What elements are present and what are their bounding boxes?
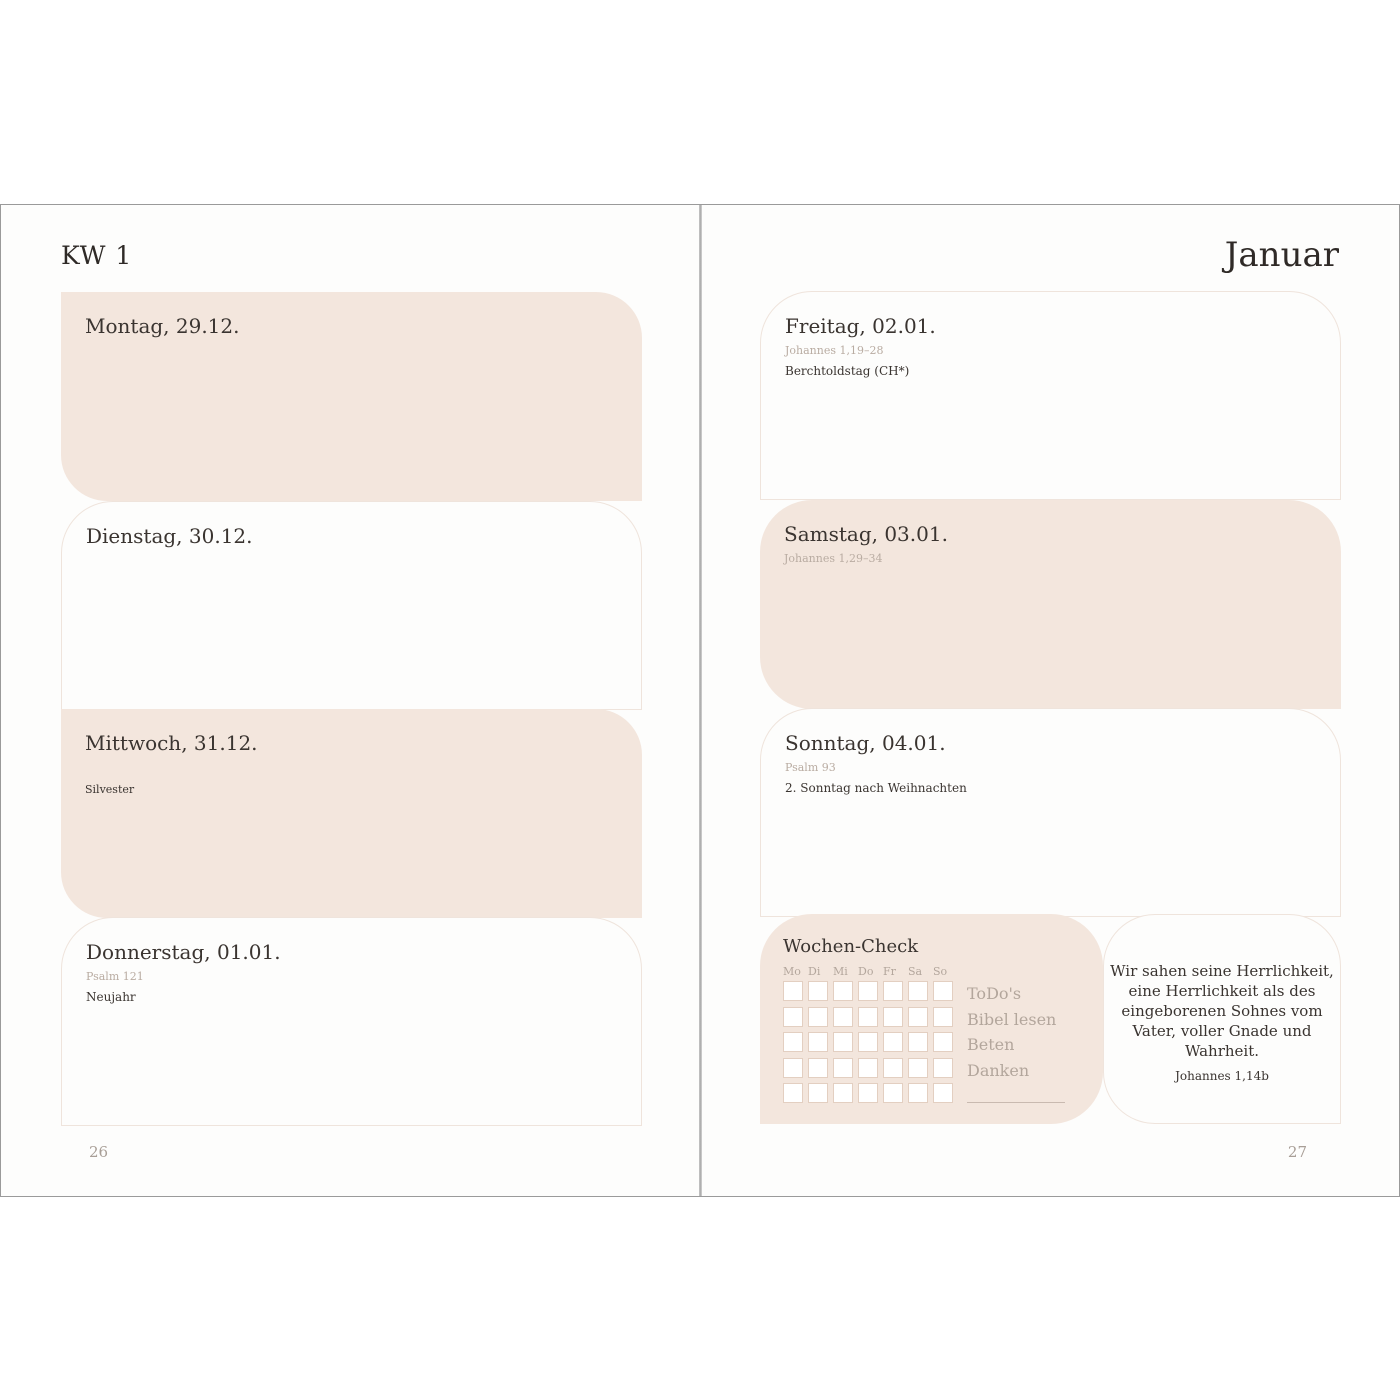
- weekly-check-panel: [760, 914, 1103, 1124]
- day-label: Mittwoch, 31.12.: [85, 731, 258, 755]
- habit-checkbox[interactable]: [833, 1007, 853, 1027]
- habit-checkbox[interactable]: [883, 1032, 903, 1052]
- habit-checkbox[interactable]: [808, 1058, 828, 1078]
- weekday-label: Do: [858, 965, 874, 978]
- custom-habit-line[interactable]: [967, 1102, 1065, 1103]
- holiday-note: Berchtoldstag (CH*): [785, 364, 910, 378]
- day-box-sunday[interactable]: [760, 708, 1341, 917]
- habit-checkbox[interactable]: [783, 1058, 803, 1078]
- weekday-header: [783, 965, 958, 978]
- habit-checkbox[interactable]: [858, 1058, 878, 1078]
- weekday-label: Sa: [908, 965, 923, 978]
- habit-checkbox[interactable]: [908, 1007, 928, 1027]
- habit-checkbox[interactable]: [808, 981, 828, 1001]
- habit-checkbox[interactable]: [908, 1058, 928, 1078]
- weekday-label: Fr: [883, 965, 896, 978]
- habit-checkbox[interactable]: [883, 981, 903, 1001]
- weekday-label: Mo: [783, 965, 801, 978]
- habit-checkbox[interactable]: [783, 981, 803, 1001]
- habit-checkbox[interactable]: [858, 1032, 878, 1052]
- habit-label: Bibel lesen: [967, 1009, 1057, 1029]
- habit-checkbox[interactable]: [858, 1007, 878, 1027]
- day-label: Dienstag, 30.12.: [86, 524, 253, 548]
- habit-checkbox[interactable]: [833, 1058, 853, 1078]
- habit-checkbox[interactable]: [883, 1058, 903, 1078]
- verse-panel: [1103, 914, 1341, 1124]
- habit-checkbox[interactable]: [783, 1083, 803, 1103]
- checkbox-row: [783, 1032, 958, 1058]
- verse-reference: Johannes 1,14b: [1175, 1069, 1269, 1083]
- checkbox-row: [783, 1058, 958, 1084]
- month-title: Januar: [1224, 235, 1339, 275]
- checkbox-row: [783, 981, 958, 1007]
- day-box-saturday[interactable]: [760, 500, 1341, 709]
- holiday-note: Silvester: [85, 783, 135, 796]
- habit-checkbox[interactable]: [833, 1083, 853, 1103]
- scripture-ref: Psalm 121: [86, 970, 144, 983]
- day-box-friday[interactable]: [760, 291, 1341, 500]
- habit-label: ToDo's: [967, 984, 1022, 1003]
- page-number: 27: [1287, 1143, 1307, 1161]
- habit-checkbox[interactable]: [908, 981, 928, 1001]
- day-label: Sonntag, 04.01.: [785, 731, 946, 755]
- habit-checkbox[interactable]: [933, 1083, 953, 1103]
- habit-checkbox[interactable]: [783, 1032, 803, 1052]
- habit-checkbox[interactable]: [908, 1032, 928, 1052]
- habit-checkbox[interactable]: [933, 1007, 953, 1027]
- scripture-ref: Psalm 93: [785, 761, 836, 774]
- habit-checkbox[interactable]: [908, 1083, 928, 1103]
- weekday-label: Mi: [833, 965, 848, 978]
- checkbox-row: [783, 1083, 958, 1109]
- day-label: Freitag, 02.01.: [785, 314, 936, 338]
- weekday-label: Di: [808, 965, 821, 978]
- habit-label: Danken: [967, 1060, 1030, 1080]
- week-label: KW 1: [61, 241, 133, 270]
- habit-checkbox[interactable]: [808, 1083, 828, 1103]
- habit-checkbox[interactable]: [933, 1058, 953, 1078]
- habit-checkbox[interactable]: [933, 981, 953, 1001]
- checkbox-row: [783, 1007, 958, 1033]
- day-label: Donnerstag, 01.01.: [86, 940, 281, 964]
- habit-labels: [967, 984, 1056, 1112]
- habit-checkbox[interactable]: [883, 1007, 903, 1027]
- weekday-label: So: [933, 965, 948, 978]
- habit-label: Beten: [967, 1035, 1015, 1054]
- weekly-check-title: Wochen-Check: [783, 936, 919, 957]
- habit-checkbox[interactable]: [808, 1007, 828, 1027]
- scripture-ref: Johannes 1,19–28: [785, 344, 884, 357]
- checkbox-grid: [783, 981, 958, 1109]
- verse-text: Wir sahen seine Herrlichkeit, eine Herrlichkeit als des eingeborenen Sohnes vom Vater, voller Gnade und Wahrheit.: [1110, 962, 1334, 1060]
- habit-checkbox[interactable]: [833, 1032, 853, 1052]
- habit-label: [967, 1086, 1056, 1112]
- habit-checkbox[interactable]: [833, 981, 853, 1001]
- habit-checkbox[interactable]: [883, 1083, 903, 1103]
- habit-checkbox[interactable]: [858, 981, 878, 1001]
- habit-checkbox[interactable]: [933, 1032, 953, 1052]
- habit-checkbox[interactable]: [858, 1083, 878, 1103]
- day-label: Samstag, 03.01.: [784, 522, 948, 546]
- holiday-note: Neujahr: [86, 990, 136, 1004]
- day-label: Montag, 29.12.: [85, 314, 240, 338]
- scripture-ref: Johannes 1,29–34: [784, 552, 883, 565]
- holiday-note: 2. Sonntag nach Weihnachten: [785, 781, 967, 795]
- habit-checkbox[interactable]: [808, 1032, 828, 1052]
- page-number: 26: [89, 1143, 109, 1161]
- habit-checkbox[interactable]: [783, 1007, 803, 1027]
